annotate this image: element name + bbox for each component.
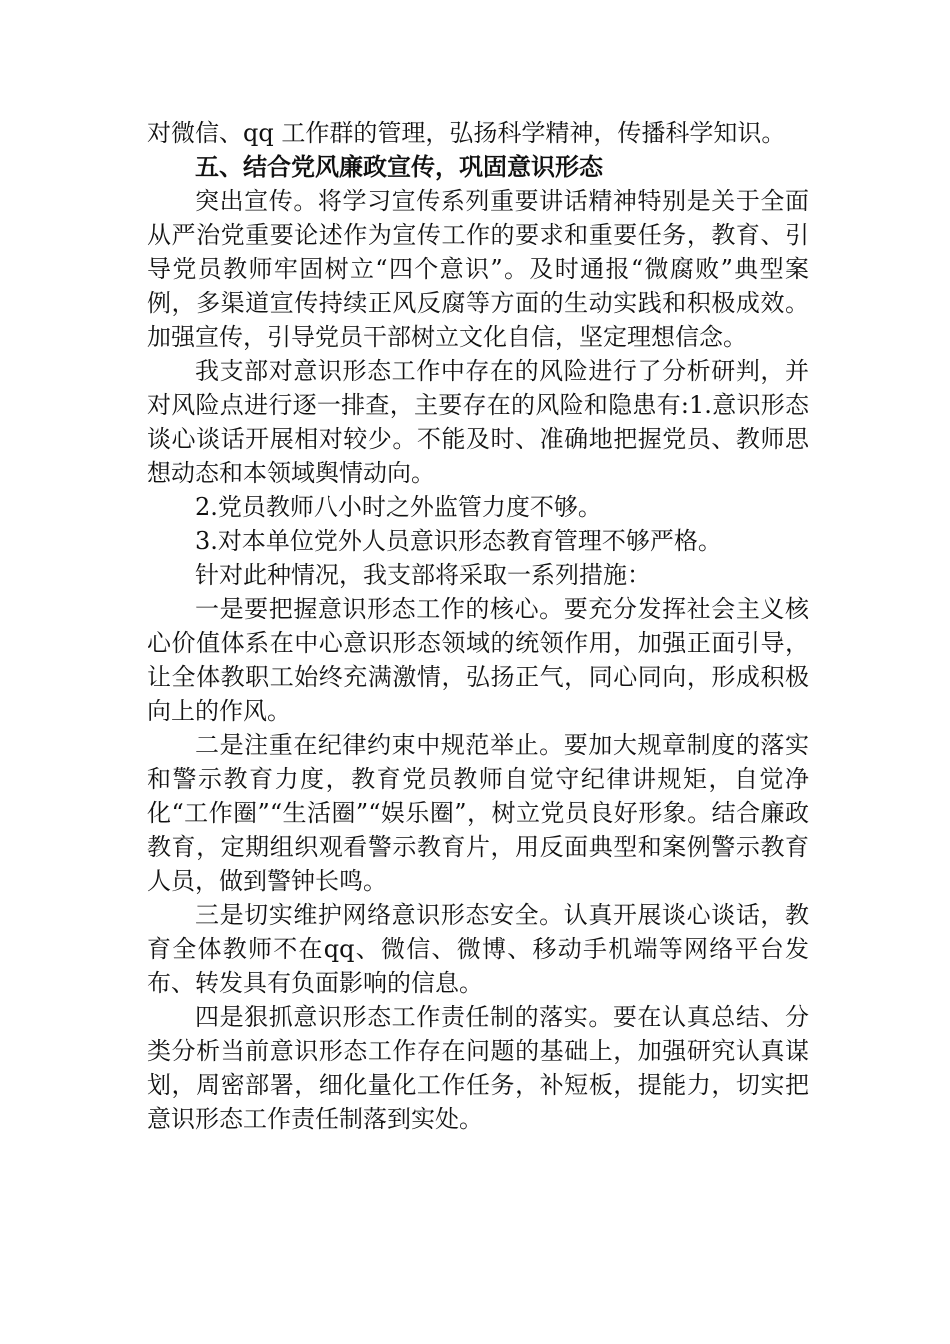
paragraph-continuation: 对微信、qq 工作群的管理，弘扬科学精神，传播科学知识。: [147, 119, 786, 147]
paragraph: 一是要把握意识形态工作的核心。要充分发挥社会主义核心价值体系在中心意识形态领域的统领作用，加强正面引导，让全体教职工始终充满激情，弘扬正气，同心同向，形成积极向上的作风。: [147, 595, 809, 725]
paragraph: 针对此种情况，我支部将采取一系列措施：: [195, 561, 651, 589]
paragraph: 我支部对意识形态工作中存在的风险进行了分析研判，并对风险点进行逐一排查，主要存在的风险和隐患有:1.意识形态谈心谈话开展相对较少。不能及时、准确地把握党员、教师思想动态和本领域舆情动向。: [147, 357, 809, 487]
section-heading: 五、结合党风廉政宣传，巩固意识形态: [195, 152, 603, 181]
paragraph: 三是切实维护网络意识形态安全。认真开展谈心谈话，教育全体教师不在qq、微信、微博、移动手机端等网络平台发布、转发具有负面影响的信息。: [147, 901, 809, 997]
paragraph: 四是狠抓意识形态工作责任制的落实。要在认真总结、分类分析当前意识形态工作存在问题的基础上，加强研究认真谋划，周密部署，细化量化工作任务，补短板，提能力，切实把意识形态工作责任制落到实处。: [147, 1003, 809, 1133]
paragraph: 二是注重在纪律约束中规范举止。要加大规章制度的落实和警示教育力度，教育党员教师自觉守纪律讲规矩，自觉净化“工作圈”“生活圈”“娱乐圈”，树立党员良好形象。结合廉政教育，定期组织观看警示教育片，用反面典型和案例警示教育人员，做到警钟长鸣。: [147, 731, 809, 895]
document-body: [147, 116, 809, 1136]
paragraph: 3.对本单位党外人员意识形态教育管理不够严格。: [195, 527, 722, 555]
paragraph: 2.党员教师八小时之外监管力度不够。: [195, 493, 602, 521]
paragraph: 突出宣传。将学习宣传系列重要讲话精神特别是关于全面从严治党重要论述作为宣传工作的要求和重要任务，教育、引导党员教师牢固树立“四个意识”。及时通报“微腐败”典型案例，多渠道宣传持续正风反腐等方面的生动实践和积极成效。加强宣传，引导党员干部树立文化自信，坚定理想信念。: [147, 187, 809, 351]
